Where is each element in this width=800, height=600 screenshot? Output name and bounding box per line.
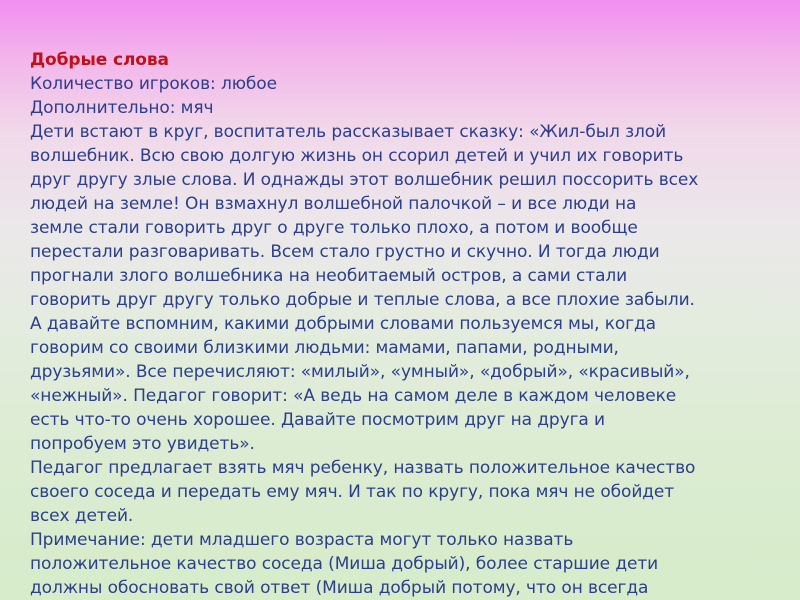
text-line: Дополнительно: мяч xyxy=(30,98,214,118)
text-line: перестали разговаривать. Всем стало грустно и скучно. И тогда люди xyxy=(30,242,660,262)
text-line: есть что-то очень хорошее. Давайте посмотрим друг на друга и xyxy=(30,410,605,430)
text-line: Дети встают в круг, воспитатель рассказывает сказку: «Жил-был злой xyxy=(30,122,667,142)
text-line: А давайте вспомним, какими добрыми словами пользуемся мы, когда xyxy=(30,314,656,334)
text-line: Примечание: дети младшего возраста могут только назвать xyxy=(30,530,574,550)
text-line: должны обосновать свой ответ (Миша добрый потому, что он всегда xyxy=(30,578,649,598)
text-line: говорить друг другу только добрые и теплые слова, а все плохие забыли. xyxy=(30,290,695,310)
text-line: своего соседа и передать ему мяч. И так по кругу, пока мяч не обойдет xyxy=(30,482,675,502)
text-line: Педагог предлагает взять мяч ребенку, назвать положительное качество xyxy=(30,458,696,478)
text-line: всех детей. xyxy=(30,506,134,526)
slide-title: Добрые слова xyxy=(30,50,169,70)
text-line: друг другу злые слова. И однажды этот волшебник решил поссорить всех xyxy=(30,170,699,190)
text-line: говорим со своими близкими людьми: мамами, папами, родными, xyxy=(30,338,619,358)
text-line: «нежный». Педагог говорит: «А ведь на самом деле в каждом человеке xyxy=(30,386,677,406)
text-line: попробуем это увидеть». xyxy=(30,434,255,454)
text-line: прогнали злого волшебника на необитаемый остров, а сами стали xyxy=(30,266,628,286)
text-line: людей на земле! Он взмахнул волшебной палочкой – и все люди на xyxy=(30,194,637,214)
text-line: положительное качество соседа (Миша добрый), более старшие дети xyxy=(30,554,659,574)
text-line: волшебник. Всю свою долгую жизнь он ссорил детей и учил их говорить xyxy=(30,146,684,166)
text-line: Количество игроков: любое xyxy=(30,74,277,94)
slide-text-block xyxy=(30,48,780,600)
text-line: друзьями». Все перечисляют: «милый», «умный», «добрый», «красивый», xyxy=(30,362,690,382)
text-line: земле стали говорить друг о друге только плохо, а потом и вообще xyxy=(30,218,638,238)
